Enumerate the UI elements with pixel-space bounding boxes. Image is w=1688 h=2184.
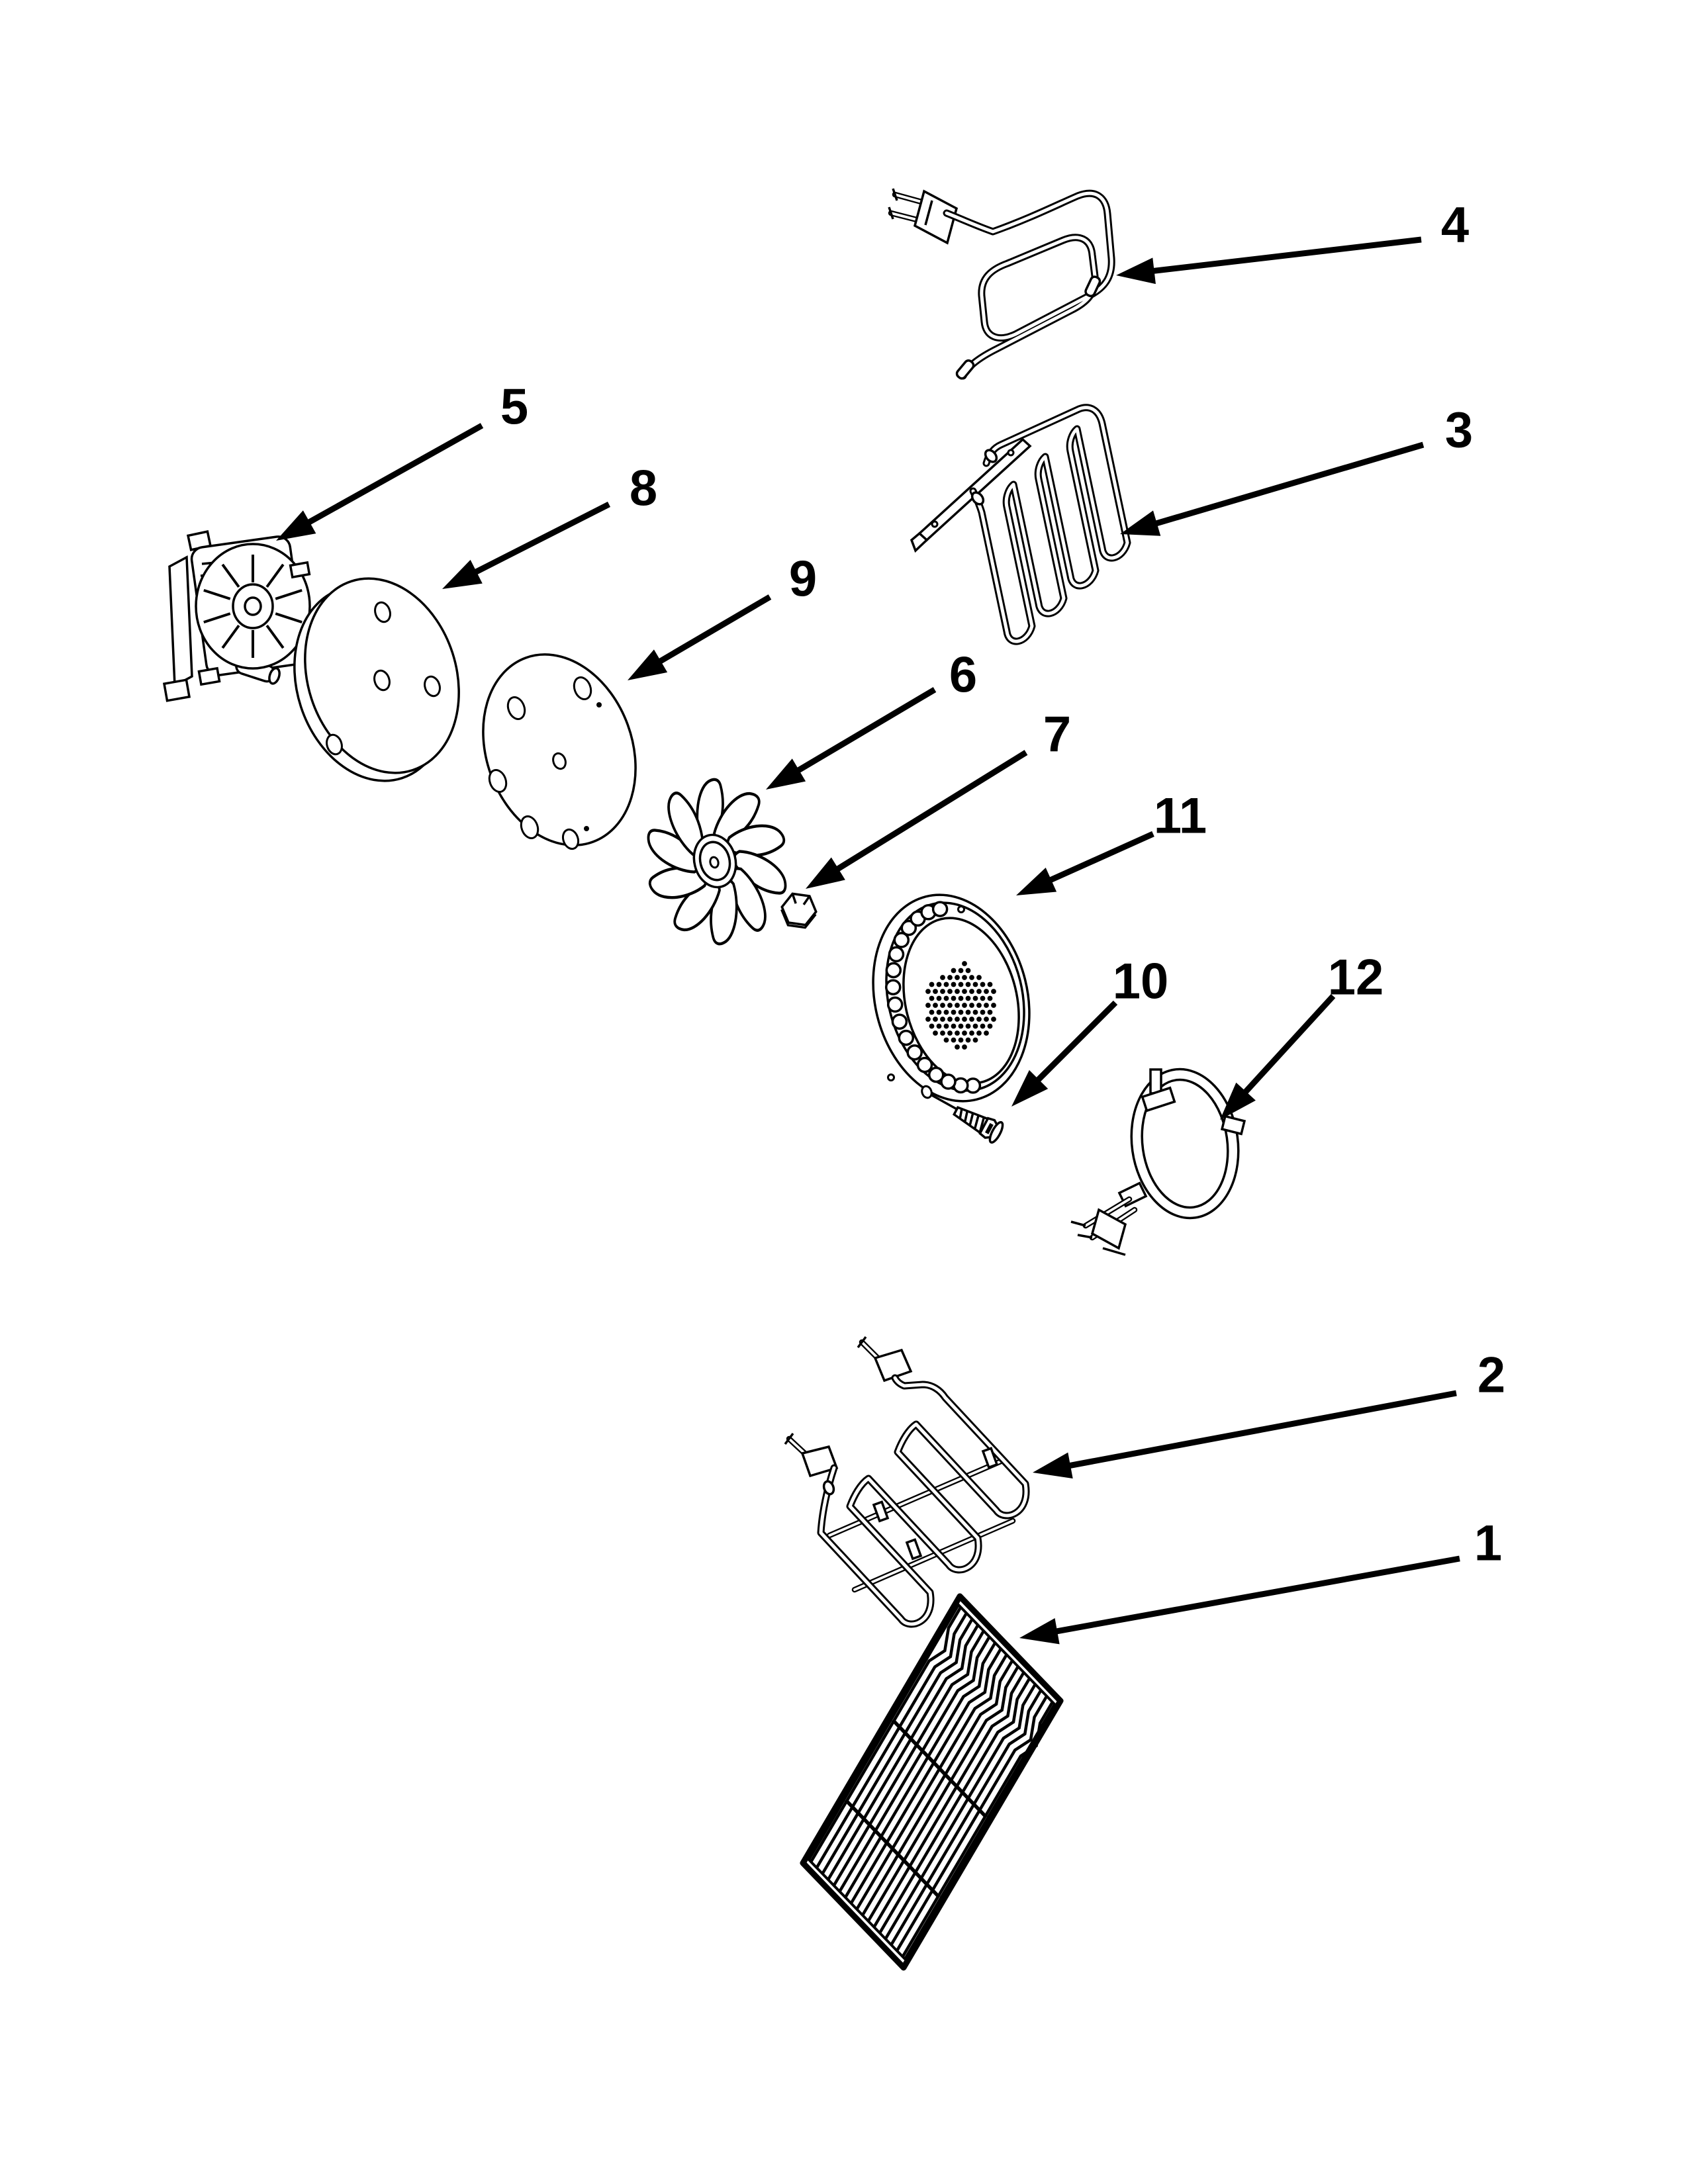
baffle-vent-hole	[918, 1058, 932, 1072]
part-convection-fan-blade	[632, 769, 802, 954]
mesh-dot	[976, 1017, 982, 1022]
motor-bracket	[169, 557, 192, 686]
mesh-dot	[940, 1003, 945, 1008]
callout-label-7: 7	[1043, 706, 1072, 763]
mesh-dot	[947, 1030, 953, 1036]
part-fan-mounting-plate	[457, 633, 661, 866]
mesh-dot	[973, 996, 978, 1001]
callout-arrowhead-4	[1116, 257, 1156, 284]
mesh-dot	[988, 1010, 993, 1015]
mesh-dot	[955, 1003, 960, 1008]
rail-clip	[907, 1539, 921, 1559]
mesh-dot	[947, 975, 953, 980]
mesh-dot	[925, 1017, 931, 1022]
mesh-dot	[966, 1038, 971, 1043]
mesh-dot	[976, 1030, 982, 1036]
callout-arrow-3	[1153, 445, 1423, 524]
mesh-dot	[991, 989, 996, 994]
callout-label-11: 11	[1153, 788, 1207, 844]
mesh-dot	[937, 1010, 942, 1015]
mesh-dot	[962, 961, 967, 966]
callout-label-5: 5	[500, 379, 529, 435]
part-broil-element-upper	[889, 189, 1111, 380]
mesh-dot	[962, 1003, 967, 1008]
mesh-dot	[976, 975, 982, 980]
baffle-vent-hole	[899, 1031, 913, 1045]
callout-label-2: 2	[1477, 1347, 1506, 1404]
mesh-dot	[962, 1044, 967, 1050]
part-bake-element	[785, 1337, 1026, 1624]
callout-arrow-10	[1036, 1003, 1115, 1082]
ring-bracket	[1092, 1210, 1125, 1248]
callout-label-3: 3	[1444, 402, 1474, 459]
element-support-clip	[955, 359, 975, 380]
callout-arrowhead-2	[1033, 1453, 1073, 1479]
callout-label-9: 9	[788, 551, 818, 608]
mesh-dot	[925, 989, 931, 994]
callout-label-12: 12	[1327, 949, 1384, 1006]
mesh-dot	[962, 1017, 967, 1022]
mesh-dot	[947, 1003, 953, 1008]
callout-arrowhead-9	[628, 649, 667, 680]
baffle-vent-hole	[890, 947, 904, 961]
mesh-dot	[937, 982, 942, 987]
mesh-dot	[929, 982, 935, 987]
mesh-dot	[991, 1003, 996, 1008]
callout-label-6: 6	[949, 647, 978, 704]
mesh-dot	[944, 1010, 949, 1015]
mesh-dot	[951, 1010, 957, 1015]
mesh-dot	[955, 1017, 960, 1022]
callout-arrowhead-7	[806, 857, 845, 889]
mesh-dot	[966, 1010, 971, 1015]
mesh-dot	[991, 1017, 996, 1022]
mesh-dot	[951, 968, 957, 974]
mesh-dot	[959, 982, 964, 987]
mesh-dot	[962, 975, 967, 980]
part-fan-blade-nut	[780, 893, 818, 929]
ring-clamp	[1143, 1088, 1175, 1111]
part-baffle-screw	[951, 1101, 1005, 1144]
mesh-dot	[940, 1030, 945, 1036]
mesh-dot	[969, 1030, 974, 1036]
mesh-dot	[973, 1038, 978, 1043]
mesh-dot	[933, 1030, 938, 1036]
callout-arrowhead-5	[276, 510, 316, 541]
baffle-vent-hole	[886, 980, 900, 994]
mesh-dot	[955, 1030, 960, 1036]
callout-arrow-6	[796, 690, 935, 772]
mesh-dot	[962, 989, 967, 994]
callout-label-10: 10	[1112, 953, 1169, 1010]
mesh-dot	[937, 1024, 942, 1029]
mesh-dot	[988, 996, 993, 1001]
baffle-vent-hole	[929, 1068, 943, 1082]
mesh-dot	[966, 996, 971, 1001]
mesh-dot	[929, 1024, 935, 1029]
baffle-vent-hole	[888, 997, 902, 1011]
part-broil-element-lower	[912, 408, 1127, 641]
part-convection-baffle-cover	[852, 878, 1051, 1118]
mesh-dot	[973, 1010, 978, 1015]
callout-arrow-5	[306, 426, 482, 524]
mesh-dot	[962, 1030, 967, 1036]
callout-arrow-4	[1150, 240, 1421, 271]
mesh-dot	[973, 982, 978, 987]
mesh-dot	[955, 1044, 960, 1050]
callout-arrow-8	[473, 504, 609, 573]
mesh-dot	[929, 996, 935, 1001]
mesh-dot	[980, 996, 986, 1001]
mesh-dot	[944, 1024, 949, 1029]
mesh-dot	[984, 1017, 989, 1022]
callout-arrowhead-1	[1019, 1618, 1060, 1644]
mesh-dot	[951, 1038, 957, 1043]
mesh-dot	[955, 989, 960, 994]
rack-wire	[812, 1608, 961, 1861]
mesh-dot	[940, 989, 945, 994]
part-convection-ring-element	[1071, 1062, 1248, 1255]
callout-arrow-2	[1066, 1393, 1456, 1466]
mesh-dot	[988, 1024, 993, 1029]
mesh-dot	[959, 968, 964, 974]
mesh-dot	[984, 989, 989, 994]
callout-arrow-7	[835, 752, 1026, 871]
part-oven-rack	[803, 1596, 1060, 1968]
mesh-dot	[966, 1024, 971, 1029]
mesh-dot	[976, 989, 982, 994]
mesh-dot	[955, 975, 960, 980]
mesh-dot	[940, 975, 945, 980]
mesh-dot	[959, 1010, 964, 1015]
mesh-dot	[940, 1017, 945, 1022]
callout-arrow-9	[657, 597, 770, 663]
mesh-dot	[925, 1003, 931, 1008]
plate-face	[457, 633, 661, 866]
mesh-dot	[988, 982, 993, 987]
mesh-dot	[951, 996, 957, 1001]
mesh-dot	[959, 1038, 964, 1043]
mesh-dot	[969, 975, 974, 980]
mesh-dot	[933, 1003, 938, 1008]
callout-arrow-12	[1243, 996, 1333, 1095]
mesh-dot	[933, 989, 938, 994]
mesh-dot	[984, 1030, 989, 1036]
mesh-dot	[969, 1003, 974, 1008]
baffle-vent-hole	[892, 1015, 906, 1028]
mesh-dot	[951, 982, 957, 987]
mesh-dot	[969, 989, 974, 994]
mesh-dot	[966, 968, 971, 974]
baffle-vent-hole	[908, 1046, 921, 1060]
mesh-dot	[947, 989, 953, 994]
callout-arrowhead-6	[766, 758, 806, 790]
mesh-dot	[973, 1024, 978, 1029]
callout-arrowhead-8	[442, 560, 483, 589]
ring-tab	[1150, 1069, 1161, 1093]
callout-arrow-1	[1053, 1559, 1460, 1632]
mesh-dot	[980, 1010, 986, 1015]
mesh-dot	[984, 1003, 989, 1008]
mesh-dot	[951, 1024, 957, 1029]
callout-label-1: 1	[1474, 1515, 1503, 1572]
mesh-dot	[929, 1010, 935, 1015]
mesh-dot	[937, 996, 942, 1001]
callout-label-4: 4	[1440, 197, 1470, 253]
mesh-dot	[944, 982, 949, 987]
mesh-dot	[976, 1003, 982, 1008]
baffle-vent-hole	[886, 964, 900, 978]
ring-outer	[1122, 1062, 1248, 1225]
mesh-dot	[966, 982, 971, 987]
callout-arrow-11	[1047, 834, 1153, 882]
baffle-vent-hole	[933, 902, 947, 916]
mesh-dot	[959, 996, 964, 1001]
mesh-dot	[969, 1017, 974, 1022]
mesh-dot	[947, 1017, 953, 1022]
mesh-dot	[944, 1038, 949, 1043]
mesh-dot	[959, 1024, 964, 1029]
mesh-dot	[933, 1017, 938, 1022]
callout-arrowhead-11	[1016, 868, 1056, 895]
mesh-dot	[980, 982, 986, 987]
callout-label-8: 8	[629, 460, 658, 517]
mesh-dot	[980, 1024, 986, 1029]
mesh-dot	[944, 996, 949, 1001]
